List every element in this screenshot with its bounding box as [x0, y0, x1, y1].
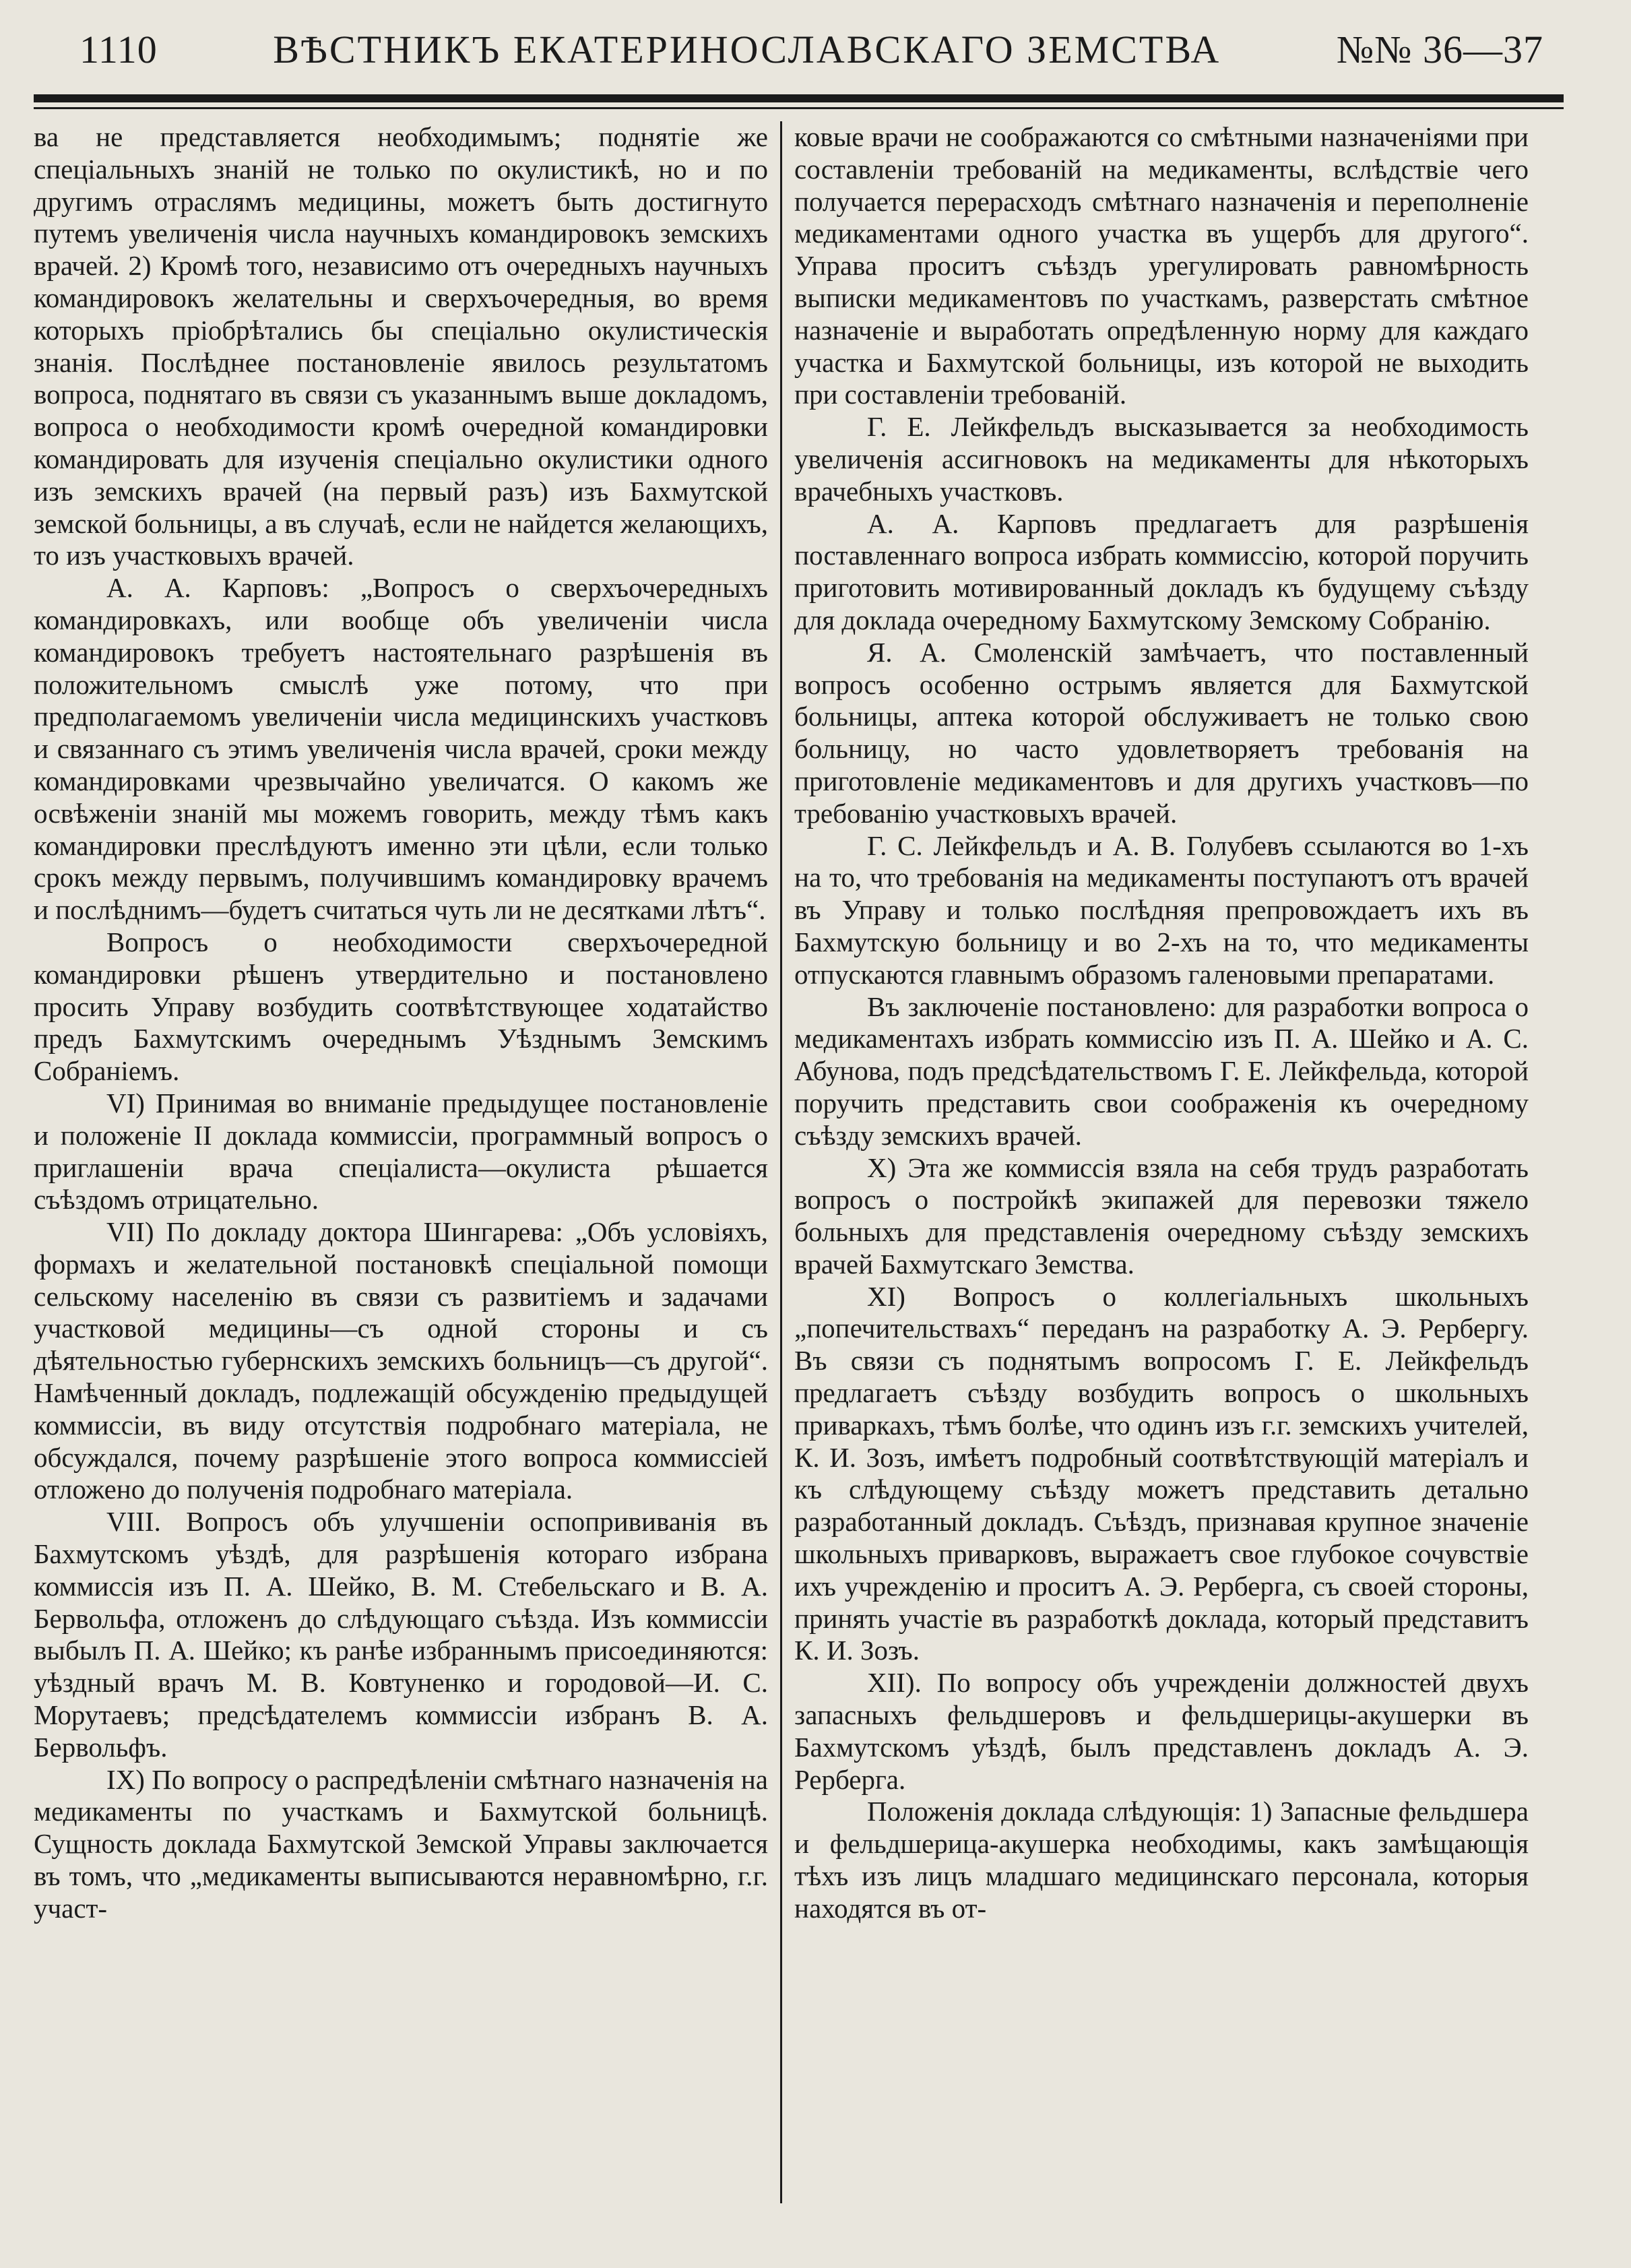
paragraph: Въ заключеніе постановлено: для разработки вопроса о медикаментахъ избрать коммиссію изъ П. А. Шейко и А. С. Абунова, подъ предсѣдательствомъ Г. Е. Лейкфельда, которой поручить представить свои соображенія къ очередному съѣзду земскихъ врачей.	[794, 990, 1529, 1151]
page-header	[34, 27, 1564, 88]
paragraph: Положенія доклада слѣдующія: 1) Запасные фельдшера и фельдшерица-акушерка необходимы, какъ замѣщающія тѣхъ изъ лицъ младшаго медицинскаго персонала, которыя находятся въ от-	[794, 1796, 1529, 1924]
paragraph: ковые врачи не соображаются со смѣтными назначеніями при составленіи требованій на медикаменты, вслѣдствіе чего получается перерасходъ смѣтнаго назначенія и переполненіе медикаментами одного участка въ ущербъ для другого“. Управа проситъ съѣздъ урегулировать равномѣрность выписки медикаментовъ по участкамъ, разверстать смѣтное назначеніе и выработать опредѣленную норму для каждаго участка и Бахмутской больницы, изъ которой не выходить при составленіи требованій.	[794, 121, 1529, 410]
text-columns	[34, 121, 1564, 2203]
left-column	[34, 121, 780, 2203]
paragraph: VII) По докладу доктора Шингарева: „Объ условіяхъ, формахъ и желательной постановкѣ спеціальной помощи сельскому населенію въ связи съ развитіемъ и задачами участковой медицины—съ одной стороны и съ дѣятельностью губернскихъ земскихъ больницъ—съ другой“. Намѣченный докладъ, подлежащій обсужденію предыдущей коммиссіи, въ виду отсутствія подробнаго матеріала, не обсуждался, почему разрѣшеніе этого вопроса коммиссіей отложено до полученія подробнаго матеріала.	[34, 1216, 768, 1505]
paragraph: Я. А. Смоленскій замѣчаетъ, что поставленный вопросъ особенно острымъ является для Бахмутской больницы, аптека которой обслуживаетъ не только свою больницу, но часто удовлетворяетъ требованія на приготовленіе медикаментовъ и для другихъ участковъ—по требованію участковыхъ врачей.	[794, 636, 1529, 829]
paragraph: XI) Вопросъ о коллегіальныхъ школьныхъ „попечительствахъ“ переданъ на разработку А. Э. Рербергу. Въ связи съ поднятымъ вопросомъ Г. Е. Лейкфельдъ предлагаетъ съѣзду возбудить вопросъ о школьныхъ приваркахъ, тѣмъ болѣе, что одинъ изъ г.г. земскихъ учителей, К. И. Зозъ, имѣетъ подробный соотвѣтствующій матеріалъ и къ слѣдующему съѣзду можетъ представить детально разработанный докладъ. Съѣздъ, признавая крупное значеніе школьныхъ приварковъ, выражаетъ свое глубокое сочувствіе ихъ учрежденію и проситъ А. Э. Рерберга, съ своей стороны, принять участіе въ разработкѣ доклада, который представитъ К. И. Зозъ.	[794, 1280, 1529, 1666]
issue-number: №№ 36—37	[1336, 28, 1543, 71]
page-number: 1110	[79, 28, 158, 71]
paragraph: А. А. Карповъ: „Вопросъ о сверхъочередныхъ командировкахъ, или вообще объ увеличеніи числа командировокъ требуетъ настоятельнаго разрѣшенія въ положительномъ смыслѣ уже потому, что при предполагаемомъ увеличеніи числа медицинскихъ участковъ и связаннаго съ этимъ увеличенія числа врачей, сроки между командировками чрезвычайно увеличатся. О какомъ же освѣженіи знаній мы можемъ говорить, между тѣмъ какъ командировки преслѣдуютъ именно эти цѣли, если только срокъ между первымъ, получившимъ командировку врачемъ и послѣднимъ—будетъ считаться чуть ли не десятками лѣтъ“.	[34, 572, 768, 926]
paragraph: А. А. Карповъ предлагаетъ для разрѣшенія поставленнаго вопроса избрать коммиссію, которой поручить приготовить мотивированный докладъ къ будущему съѣзду для доклада очередному Бахмутскому Земскому Собранію.	[794, 507, 1529, 635]
paragraph: XII). По вопросу объ учрежденіи должностей двухъ запасныхъ фельдшеровъ и фельдшерицы-акушерки въ Бахмутскомъ уѣздѣ, былъ представленъ докладъ А. Э. Рерберга.	[794, 1667, 1529, 1795]
right-column	[782, 121, 1529, 2203]
paragraph: Г. Е. Лейкфельдъ высказывается за необходимость увеличенія ассигновокъ на медикаменты для нѣкоторыхъ врачебныхъ участковъ.	[794, 411, 1529, 507]
header-rule-thick	[34, 94, 1564, 102]
paragraph: VIII. Вопросъ объ улучшеніи оспопрививанія въ Бахмутскомъ уѣздѣ, для разрѣшенія котораго избрана коммиссія изъ П. А. Шейко, В. М. Стебельскаго и В. А. Бервольфа, отложенъ до слѣдующаго съѣзда. Изъ коммиссіи выбылъ П. А. Шейко; къ ранѣе избраннымъ присоединяются: уѣздный врачъ М. В. Ковтуненко и городовой—И. С. Морутаевъ; предсѣдателемъ коммиссіи избранъ В. А. Бервольфъ.	[34, 1506, 768, 1763]
header-rule-thin	[34, 107, 1564, 109]
paragraph: ва не представляется необходимымъ; поднятіе же спеціальныхъ знаній не только по окулистикѣ, но и по другимъ отраслямъ медицины, можетъ быть достигнуто путемъ увеличенія числа научныхъ командировокъ земскихъ врачей. 2) Кромѣ того, независимо отъ очередныхъ научныхъ командировокъ желательны и сверхъочередныя, во время которыхъ пріобрѣтались бы спеціально окулистическія знанія. Послѣднее постановленіе явилось результатомъ вопроса, поднятаго въ связи съ указаннымъ выше докладомъ, вопроса о необходимости кромѣ очередной командировки командировать для изученія спеціально окулистики одного изъ земскихъ врачей (на первый разъ) изъ Бахмутской земской больницы, а въ случаѣ, если не найдется желающихъ, то изъ участковыхъ врачей.	[34, 121, 768, 571]
paragraph: VI) Принимая во вниманіе предыдущее постановленіе и положеніе II доклада коммиссіи, программный вопросъ о приглашеніи врача спеціалиста—окулиста рѣшается съѣздомъ отрицательно.	[34, 1087, 768, 1216]
journal-title: ВѢСТНИКЪ ЕКАТЕРИНОСЛАВСКАГО ЗЕМСТВА	[273, 28, 1221, 71]
paragraph: Г. С. Лейкфельдъ и А. В. Голубевъ ссылаются во 1-хъ на то, что требованія на медикаменты поступаютъ отъ врачей въ Управу и только послѣдняя препровождаетъ ихъ въ Бахмутскую больницу и во 2-хъ на то, что медикаменты отпускаются главнымъ образомъ галеновыми препаратами.	[794, 829, 1529, 990]
paragraph: X) Эта же коммиссія взяла на себя трудъ разработать вопросъ о постройкѣ экипажей для перевозки тяжело больныхъ для представленія очередному съѣзду земскихъ врачей Бахмутскаго Земства.	[794, 1152, 1529, 1280]
paragraph: Вопросъ о необходимости сверхъочередной командировки рѣшенъ утвердительно и постановлено просить Управу возбудить соотвѣтствующее ходатайство предъ Бахмутскимъ очереднымъ Уѣзднымъ Земскимъ Собраніемъ.	[34, 926, 768, 1087]
paragraph: IX) По вопросу о распредѣленіи смѣтнаго назначенія на медикаменты по участкамъ и Бахмутской больницѣ. Сущность доклада Бахмутской Земской Управы заключается въ томъ, что „медикаменты выписываются неравномѣрно, г.г. участ-	[34, 1763, 768, 1924]
